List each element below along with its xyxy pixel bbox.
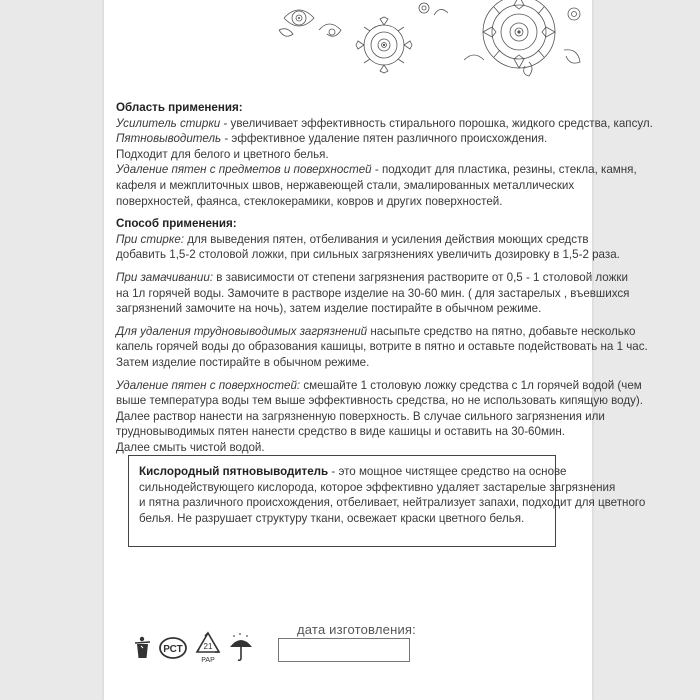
method-surface-line-4: трудновыводимых пятен нанести средство в виде кашицы и оставить на 30-60мин. bbox=[116, 425, 566, 439]
method-soak-line-2: на 1л горячей воды. Замочите в растворе изделие на 30-60 мин. ( для застарелых , въевшихся bbox=[116, 286, 630, 300]
section-heading-usage: Область применения: bbox=[116, 101, 243, 114]
svg-text:РСТ: РСТ bbox=[163, 644, 183, 655]
method-surface-line-5: Далее смыть чистой водой. bbox=[116, 440, 265, 454]
section-heading-method: Способ применения: bbox=[116, 217, 237, 231]
description-line-2: сильнодействующего кислорода, которое эффективно удаляет застарелые загрязнения bbox=[139, 480, 616, 494]
method-tough-line-1: Для удаления трудновыводимых загрязнений насыпьте средство на пятно, добавьте несколько bbox=[116, 324, 636, 338]
usage-line-5: кафеля и межплиточных швов, нержавеющей стали, эмалированных металлических bbox=[116, 178, 575, 192]
floral-ornament-icon bbox=[274, 0, 592, 88]
method-soak-line-3: загрязнений замочите на ночь), затем изделие постирайте в обычном режиме. bbox=[116, 302, 542, 316]
svg-text:PAP: PAP bbox=[201, 657, 215, 664]
usage-line-2: Пятновыводитель - эффективное удаление пятен различного происхождения. bbox=[116, 132, 548, 146]
rst-certification-icon bbox=[158, 636, 188, 660]
description-line-3: и пятна различного происхождения, отбеливает, нейтрализует запахи, подходит для цветного bbox=[139, 496, 646, 510]
instructions-text bbox=[116, 100, 653, 455]
usage-line-3: Подходит для белого и цветного белья. bbox=[116, 147, 329, 161]
recycle-pap-icon bbox=[194, 631, 222, 665]
usage-line-6: поверхностей, фаянса, стеклокерамики, ковров и других поверхностей. bbox=[116, 194, 503, 208]
product-label-sheet bbox=[104, 0, 653, 700]
svg-text:21: 21 bbox=[203, 642, 213, 651]
manufacture-date-label: дата изготовления: bbox=[297, 622, 416, 637]
method-tough-line-2: капель горячей воды до образования кашицы, вотрите в пятно и оставьте подействовать на 1 час. bbox=[116, 340, 648, 354]
footer-icons bbox=[134, 628, 254, 668]
keep-dry-umbrella-icon bbox=[228, 633, 254, 663]
method-surface-line-1: Удаление пятен с поверхностей: смешайте 1 столовую ложку средства с 1л горячей водой (чем bbox=[116, 378, 642, 392]
description-line-1: Кислородный пятновыводитель - это мощное чистящее средство на основе bbox=[139, 465, 567, 478]
method-wash-line-1: При стирке: для выведения пятен, отбеливания и усиления действия моющих средств bbox=[116, 232, 589, 246]
product-description-box bbox=[128, 455, 646, 547]
method-surface-line-3: Далее раствор нанести на загрязненную поверхность. В случае сильного загрязнения или bbox=[116, 409, 605, 423]
method-surface-line-2: выше температура воды тем выше эффективность средства, но не использовать кипящую воду). bbox=[116, 394, 643, 408]
trash-bin-icon bbox=[134, 636, 152, 660]
method-soak-line-1: При замачивании: в зависимости от степени загрязнения растворите от 0,5 - 1 столовой ложки bbox=[116, 270, 628, 284]
method-tough-line-3: Затем изделие постирайте в обычном режиме. bbox=[116, 355, 370, 369]
usage-line-1: Усилитель стирки - увеличивает эффективность стирального порошка, жидкого средства, капсул. bbox=[116, 116, 653, 130]
usage-line-4: Удаление пятен с предметов и поверхностей - подходит для пластика, резины, стекла, камня, bbox=[116, 163, 637, 177]
description-line-4: белья. Не разрушает структуру ткани, освежает краски цветного белья. bbox=[139, 511, 525, 525]
method-wash-line-2: добавить 1,5-2 столовой ложки, при сильных загрязнениях увеличить дозировку в 1,5-2 раза. bbox=[116, 248, 620, 262]
manufacture-date-field bbox=[278, 638, 410, 662]
